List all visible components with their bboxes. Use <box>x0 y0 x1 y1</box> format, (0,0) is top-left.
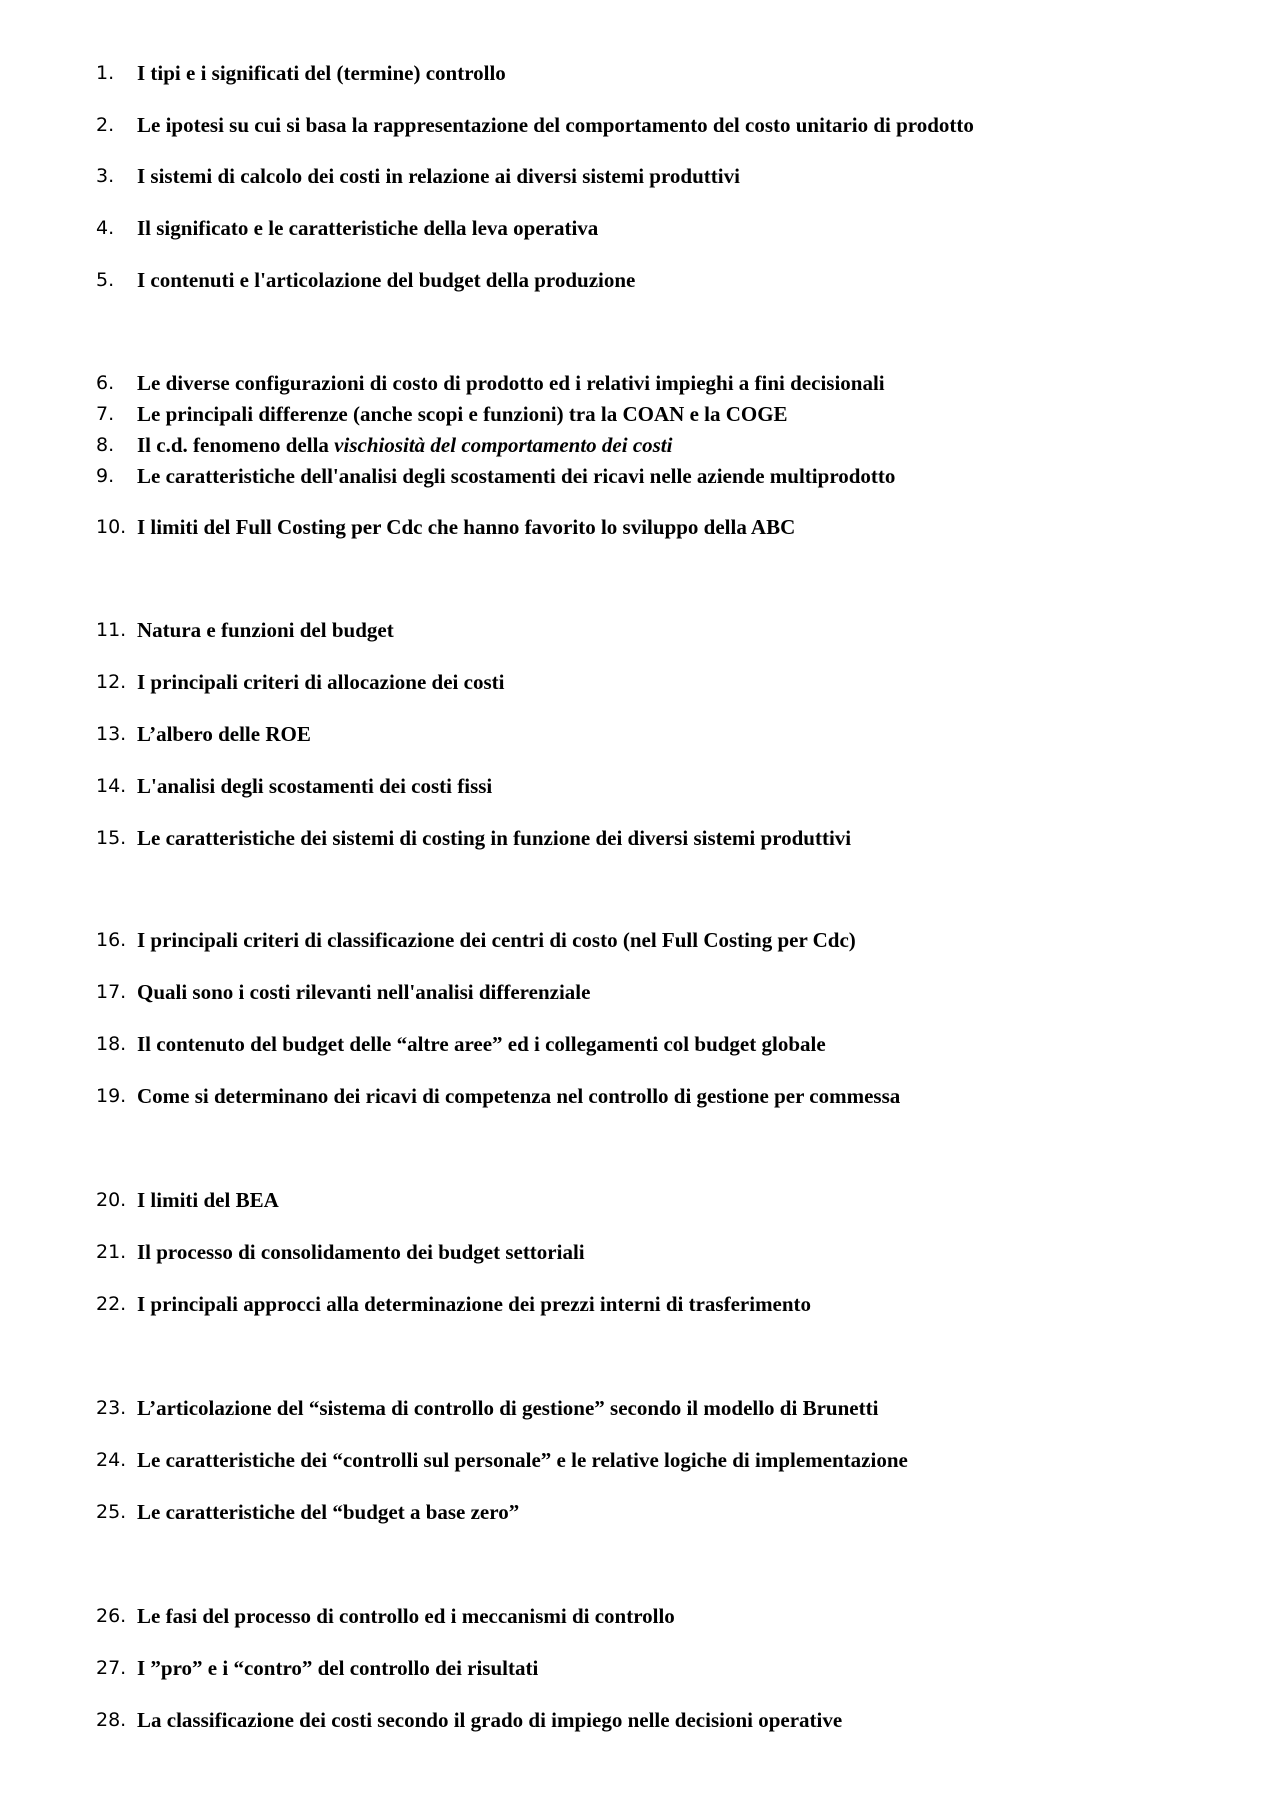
item-number: 26. <box>96 1605 127 1627</box>
item-text: I principali approcci alla determinazione dei prezzi interni di trasferimento <box>137 1292 812 1316</box>
item-text: I limiti del Full Costing per Cdc che hanno favorito lo sviluppo della ABC <box>137 515 796 539</box>
list-item <box>0 823 1200 853</box>
item-number: 16. <box>96 929 127 951</box>
list-item <box>0 110 1200 140</box>
item-text-italic: vischiosità del comportamento dei costi <box>334 433 673 457</box>
item-number: 23. <box>96 1397 127 1419</box>
item-text: Il contenuto del budget delle “altre aree” ed i collegamenti col budget globale <box>137 1032 826 1056</box>
item-text: Il processo di consolidamento dei budget settoriali <box>137 1240 585 1264</box>
list-item <box>0 58 1200 88</box>
list-item <box>0 1289 1200 1319</box>
item-number: 24. <box>96 1449 127 1471</box>
item-number: 21. <box>96 1241 127 1263</box>
item-number: 14. <box>96 775 127 797</box>
item-text: Quali sono i costi rilevanti nell'analisi differenziale <box>137 980 591 1004</box>
list-item <box>0 719 1200 749</box>
item-number: 2. <box>96 114 115 136</box>
item-text: Le diverse configurazioni di costo di prodotto ed i relativi impieghi a fini decisionali <box>137 371 885 395</box>
list-item <box>0 667 1200 697</box>
item-number: 6. <box>96 372 115 394</box>
list-item <box>0 399 1200 429</box>
item-text: I contenuti e l'articolazione del budget della produzione <box>137 268 636 292</box>
list-item <box>0 368 1200 398</box>
item-text: L’albero delle ROE <box>137 722 311 746</box>
list-item <box>0 213 1200 243</box>
item-text: Natura e funzioni del budget <box>137 618 394 642</box>
item-number: 15. <box>96 827 127 849</box>
item-number: 17. <box>96 981 127 1003</box>
item-number: 18. <box>96 1033 127 1055</box>
item-text-plain: Il c.d. fenomeno della <box>137 433 335 457</box>
item-number: 22. <box>96 1293 127 1315</box>
item-text: I tipi e i significati del (termine) controllo <box>137 61 506 85</box>
list-item <box>0 430 1200 460</box>
item-text: Le caratteristiche dei sistemi di costing in funzione dei diversi sistemi produttivi <box>137 826 852 850</box>
item-number: 28. <box>96 1709 127 1731</box>
list-item <box>0 1081 1200 1111</box>
item-text: L'analisi degli scostamenti dei costi fissi <box>137 774 493 798</box>
item-text: Le fasi del processo di controllo ed i meccanismi di controllo <box>137 1604 675 1628</box>
item-number: 11. <box>96 619 127 641</box>
item-number: 13. <box>96 723 127 745</box>
item-number: 7. <box>96 403 115 425</box>
list-item <box>0 1393 1200 1423</box>
item-text: Il significato e le caratteristiche della leva operativa <box>137 216 599 240</box>
list-item <box>0 1185 1200 1215</box>
list-item <box>0 161 1200 191</box>
item-number: 9. <box>96 465 115 487</box>
item-number: 12. <box>96 671 127 693</box>
item-text: Le principali differenze (anche scopi e funzioni) tra la COAN e la COGE <box>137 402 788 426</box>
item-text: I principali criteri di allocazione dei costi <box>137 670 505 694</box>
list-item <box>0 1445 1200 1475</box>
item-text: L’articolazione del “sistema di controllo di gestione” secondo il modello di Brunetti <box>137 1396 879 1420</box>
list-item <box>0 1653 1200 1683</box>
list-item <box>0 512 1200 542</box>
list-item <box>0 977 1200 1007</box>
item-text: Come si determinano dei ricavi di competenza nel controllo di gestione per commessa <box>137 1084 901 1108</box>
item-number: 10. <box>96 516 127 538</box>
item-text <box>137 430 672 460</box>
item-number: 8. <box>96 434 115 456</box>
item-number: 20. <box>96 1189 127 1211</box>
list-item <box>0 1705 1200 1735</box>
item-text: Le caratteristiche dei “controlli sul personale” e le relative logiche di implementazione <box>137 1448 908 1472</box>
list-item <box>0 1601 1200 1631</box>
item-number: 3. <box>96 165 115 187</box>
list-item <box>0 265 1200 295</box>
item-number: 5. <box>96 269 115 291</box>
item-number: 4. <box>96 217 115 239</box>
item-text: Le ipotesi su cui si basa la rappresentazione del comportamento del costo unitario di prodotto <box>137 113 974 137</box>
item-text: I ”pro” e i “contro” del controllo dei risultati <box>137 1656 539 1680</box>
list-item <box>0 925 1200 955</box>
list-item <box>0 615 1200 645</box>
list-item <box>0 1029 1200 1059</box>
list-item <box>0 771 1200 801</box>
item-number: 25. <box>96 1501 127 1523</box>
item-text: Le caratteristiche del “budget a base zero” <box>137 1500 520 1524</box>
item-text: I sistemi di calcolo dei costi in relazione ai diversi sistemi produttivi <box>137 164 740 188</box>
item-number: 1. <box>96 62 115 84</box>
item-text: I principali criteri di classificazione dei centri di costo (nel Full Costing per Cdc) <box>137 928 856 952</box>
item-text: La classificazione dei costi secondo il grado di impiego nelle decisioni operative <box>137 1708 843 1732</box>
item-number: 19. <box>96 1085 127 1107</box>
list-item <box>0 1497 1200 1527</box>
item-text: I limiti del BEA <box>137 1188 279 1212</box>
item-text: Le caratteristiche dell'analisi degli scostamenti dei ricavi nelle aziende multiprodotto <box>137 464 896 488</box>
list-item <box>0 461 1200 491</box>
item-number: 27. <box>96 1657 127 1679</box>
list-item <box>0 1237 1200 1267</box>
